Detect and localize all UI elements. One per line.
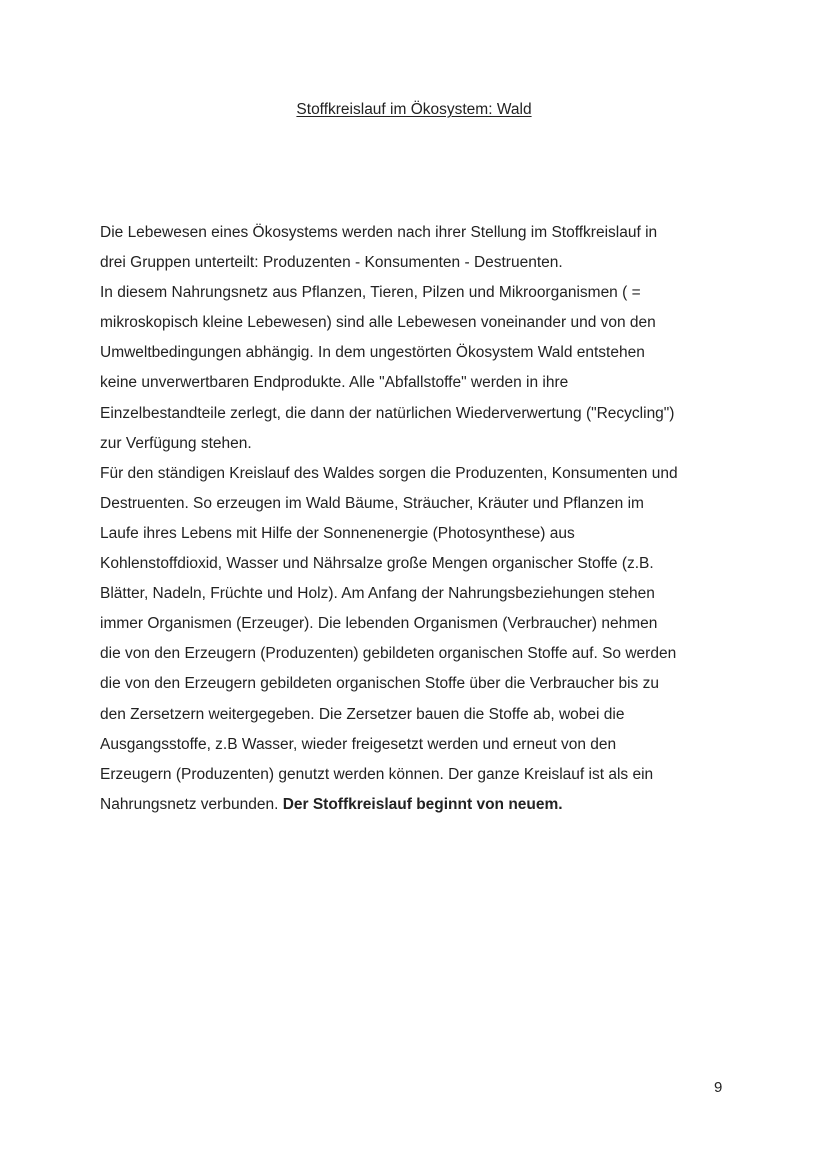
- text-line: Umweltbedingungen abhängig. In dem ungestörten Ökosystem Wald entstehen: [100, 344, 645, 362]
- page-number: 9: [714, 1079, 723, 1096]
- text-line: Ausgangsstoffe, z.B Wasser, wieder freigesetzt werden und erneut von den: [100, 735, 617, 753]
- text-line: Die Lebewesen eines Ökosystems werden nach ihrer Stellung im Stoffkreislauf in: [100, 224, 658, 241]
- text-line: drei Gruppen unterteilt: Produzenten - Konsumenten - Destruenten.: [100, 254, 563, 272]
- text-line: Blätter, Nadeln, Früchte und Holz). Am Anfang der Nahrungsbeziehungen stehen: [100, 585, 655, 603]
- text-line: die von den Erzeugern (Produzenten) gebildeten organischen Stoffe auf. So werden: [100, 645, 677, 663]
- text-line-final: [100, 790, 740, 820]
- text-line: die von den Erzeugern gebildeten organischen Stoffe über die Verbraucher bis zu: [100, 675, 659, 693]
- text-line: zur Verfügung stehen.: [100, 434, 252, 452]
- text-line: Einzelbestandteile zerlegt, die dann der natürlichen Wiederverwertung ("Recycling"): [100, 404, 675, 422]
- text-line: Für den ständigen Kreislauf des Waldes sorgen die Produzenten, Konsumenten und: [100, 464, 678, 482]
- text-line: Erzeugern (Produzenten) genutzt werden können. Der ganze Kreislauf ist als ein: [100, 765, 654, 783]
- text-line: Laufe ihres Lebens mit Hilfe der Sonnenenergie (Photosynthese) aus: [100, 524, 575, 542]
- final-sentence-text: Nahrungsnetz verbunden.: [100, 795, 283, 813]
- text-line: Kohlenstoffdioxid, Wasser und Nährsalze große Mengen organischer Stoffe (z.B.: [100, 555, 654, 573]
- text-line: immer Organismen (Erzeuger). Die lebenden Organismen (Verbraucher) nehmen: [100, 615, 658, 633]
- closing-statement: Der Stoffkreislauf beginnt von neuem.: [282, 795, 563, 813]
- body-paragraph: [100, 218, 740, 820]
- text-line: mikroskopisch kleine Lebewesen) sind alle Lebewesen voneinander und von den: [100, 314, 656, 332]
- text-line: den Zersetzern weitergegeben. Die Zersetzer bauen die Stoffe ab, wobei die: [100, 705, 625, 723]
- page-title: Stoffkreislauf im Ökosystem: Wald: [296, 101, 532, 118]
- text-line: Destruenten. So erzeugen im Wald Bäume, Sträucher, Kräuter und Pflanzen im: [100, 494, 644, 512]
- text-line: keine unverwertbaren Endprodukte. Alle "Abfallstoffe" werden in ihre: [100, 374, 569, 392]
- text-line: In diesem Nahrungsnetz aus Pflanzen, Tieren, Pilzen und Mikroorganismen ( =: [100, 284, 641, 302]
